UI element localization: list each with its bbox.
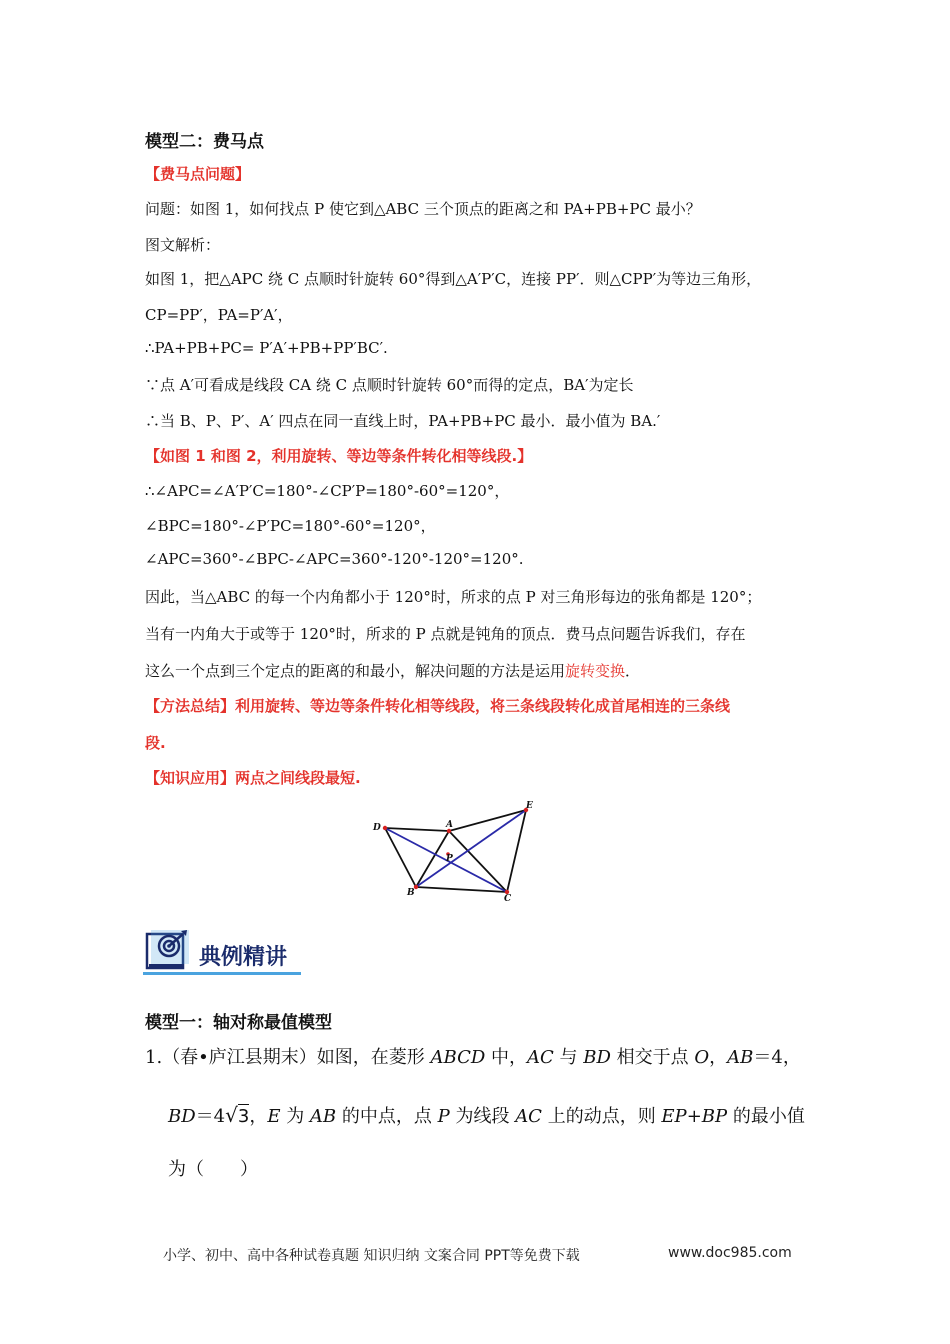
question-text: 问题：如图 1，如何找点 P 使它到△ABC 三个顶点的距离之和 PA+PB+PC 最小？ — [145, 200, 701, 218]
var-AB-2: AB — [309, 1106, 337, 1127]
angle-line-2: ∠BPC=180°-∠P′PC=180°-60°=120°， — [145, 517, 436, 535]
analysis-line-1: 如图 1，把△APC 绕 C 点顺时针旋转 60°得到△A′P′C，连接 PP′．则△CPP′为等边三角形， — [145, 270, 762, 288]
var-BD: BD — [583, 1047, 611, 1068]
text-zhong: 中， — [485, 1047, 528, 1068]
var-O: O — [694, 1047, 710, 1068]
text-comma-2: ， — [249, 1106, 268, 1127]
banner-title: 典例精讲 — [199, 944, 288, 970]
edge-BC — [416, 887, 507, 892]
text-midpoint: 的中点，点 — [336, 1106, 438, 1127]
label-P: P — [446, 854, 453, 864]
tag-fermat-problem: 【费马点问题】 — [145, 165, 251, 183]
footer-text: 小学、初中、高中各种试卷真题 知识归纳 文案合同 PPT等免费下载 — [163, 1248, 580, 1264]
footer-link[interactable]: www.doc985.com — [668, 1245, 792, 1261]
tag-figure-1-2: 【如图 1 和图 2，利用旋转、等边等条件转化相等线段.】 — [145, 447, 533, 465]
conclusion-line-3-end: ． — [625, 662, 641, 680]
text-plus: + — [686, 1106, 702, 1127]
edge-AE — [449, 810, 526, 831]
text-intersect: 相交于点 — [610, 1047, 695, 1068]
edge-AC — [449, 831, 507, 892]
var-BP: BP — [701, 1106, 728, 1127]
conclusion-line-3 — [145, 660, 640, 681]
var-P: P — [437, 1106, 450, 1127]
segment-BE — [416, 810, 526, 887]
analysis-line-3: ∴PA+PB+PC= P′A′+PB+PP′BC′. — [145, 339, 388, 357]
fermat-figure — [360, 795, 560, 905]
conclusion-line-3-text: 这么一个点到三个定点的距离的和最小，解决问题的方法是运用 — [145, 662, 566, 680]
label-A: A — [446, 820, 453, 830]
knowledge-application: 【知识应用】两点之间线段最短. — [145, 769, 361, 787]
text-wei: 为 — [280, 1106, 310, 1127]
banner-underline — [143, 972, 301, 975]
text-yu: 与 — [553, 1047, 584, 1068]
section-title-fermat: 模型二：费马点 — [145, 132, 264, 152]
var-BD-2: BD — [168, 1106, 196, 1127]
text-segment: 为线段 — [449, 1106, 516, 1127]
analysis-label: 图文解析： — [145, 236, 221, 254]
question-1-line-3: 为（ ） — [168, 1159, 258, 1180]
angle-line-1: ∴∠APC=∠A′P′C=180°-∠CP′P=180°-60°=120°， — [145, 482, 510, 500]
label-C: C — [504, 894, 512, 904]
method-summary-line-2: 段. — [145, 734, 166, 752]
text-comma: ， — [709, 1047, 728, 1068]
var-AC: AC — [527, 1047, 554, 1068]
text-eq-4: ＝4， — [753, 1047, 801, 1068]
label-B: B — [407, 888, 415, 898]
text-min-value: 的最小值 — [727, 1106, 805, 1127]
rotation-transform-highlight: 旋转变换 — [565, 662, 626, 680]
section-title-axis-symmetry: 模型一：轴对称最值模型 — [145, 1013, 332, 1033]
target-icon — [143, 928, 197, 976]
point-D — [383, 826, 387, 830]
var-AC-2: AC — [515, 1106, 542, 1127]
question-source: （春•庐江县期末）如图，在菱形 — [162, 1047, 431, 1068]
conclusion-line-2: 当有一内角大于或等于 120°时，所求的 P 点就是钝角的顶点．费马点问题告诉我们，存在 — [145, 625, 746, 643]
question-number: 1. — [145, 1047, 163, 1068]
var-AB: AB — [727, 1047, 754, 1068]
analysis-line-2: CP=PP′，PA=P′A′， — [145, 306, 293, 324]
method-summary-line-1: 【方法总结】利用旋转、等边等条件转化相等线段，将三条线段转化成首尾相连的三条线 — [145, 697, 731, 715]
sqrt-radicand: 3 — [237, 1106, 250, 1127]
label-E: E — [526, 801, 533, 811]
edge-DA — [385, 828, 449, 831]
label-D: D — [373, 823, 381, 833]
analysis-line-4: ∵点 A′可看成是线段 CA 绕 C 点顺时针旋转 60°而得的定点，BA′为定长 — [145, 376, 634, 394]
banner-example-lecture — [143, 928, 303, 976]
analysis-line-5: ∴当 B、P、P′、A′ 四点在同一直线上时，PA+PB+PC 最小．最小值为 BA.′ — [145, 412, 661, 430]
var-E: E — [267, 1106, 281, 1127]
text-eq-4-2: ＝4 — [195, 1106, 226, 1127]
text-moving-point: 上的动点，则 — [541, 1106, 662, 1127]
var-EP: EP — [661, 1106, 687, 1127]
conclusion-line-1: 因此，当△ABC 的每一个内角都小于 120°时，所求的点 P 对三角形每边的张角都是 120°； — [145, 588, 762, 606]
angle-line-3: ∠APC=360°-∠BPC-∠APC=360°-120°-120°=120°. — [145, 550, 524, 568]
var-ABCD: ABCD — [430, 1047, 486, 1068]
question-1-line-2 — [168, 1102, 805, 1128]
question-1-line-1 — [145, 1043, 801, 1069]
sqrt-sign: √ — [225, 1103, 238, 1127]
